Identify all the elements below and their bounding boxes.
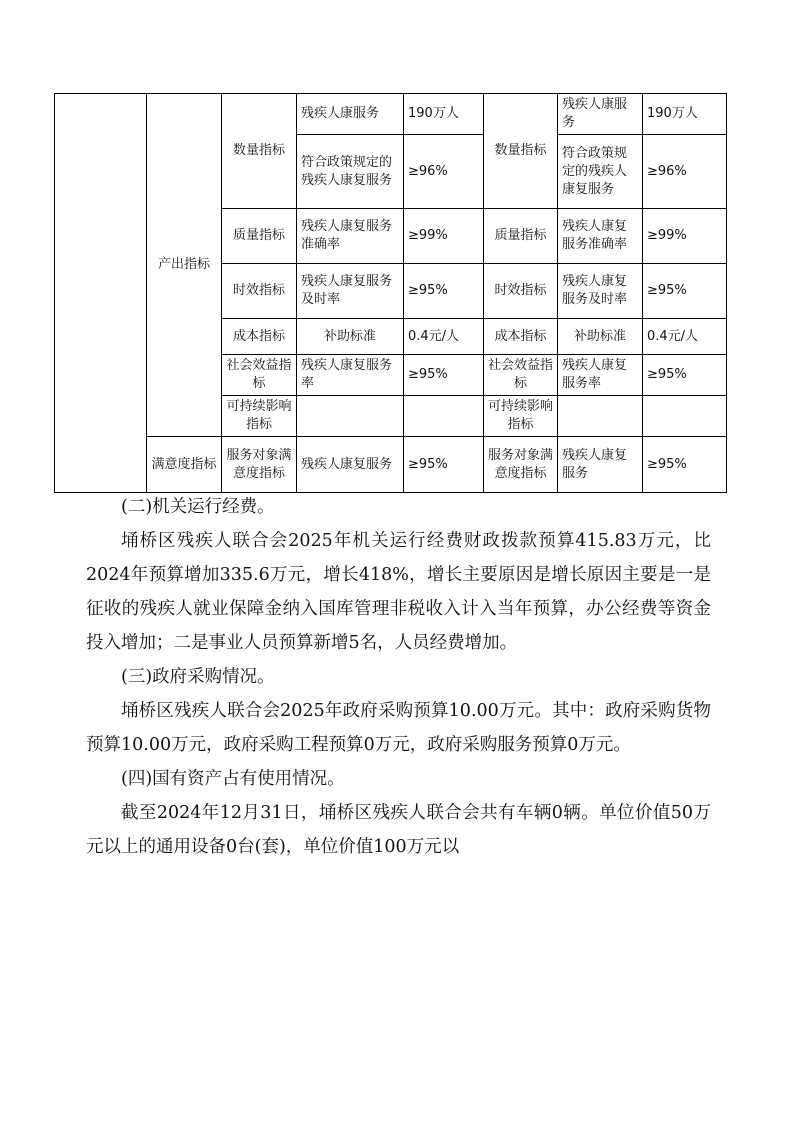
section-heading-2: (二)机关运行经费。 [121,497,275,517]
table-cell: 符合政策规定的残疾人康复服务 [297,135,404,209]
table-cell: 服务对象满意度指标 [222,437,297,493]
table-cell: 补助标准 [558,319,643,355]
table-cell: 残疾人康复服务准确率 [558,209,643,264]
table-cell [404,396,484,437]
table-cell: 残疾人康复服务及时率 [558,264,643,319]
table-cell: 成本指标 [222,319,297,355]
table-cell: ≥96% [404,135,484,209]
table-cell: 190万人 [404,94,484,135]
table-cell [558,396,643,437]
table-cell: 质量指标 [222,209,297,264]
table-row [55,437,727,493]
table-cell: 残疾人康服务 [558,94,643,135]
table-cell: ≥95% [404,264,484,319]
paragraph-operating-expenses: 埇桥区残疾人联合会2025年机关运行经费财政拨款预算415.83万元，比 2024年预算增加335.6万元，增长418%，增长主要原因是增长原因主要是一是征收的残疾人就业保障金纳入国库管理非税收入计入当年预算，办公经费等资金投入增加；二是事业人员预算新增5名，人员经费增加。 [86,531,711,653]
body-text [86,490,711,864]
table-cell: ≥95% [643,437,727,493]
table-cell: 残疾人康复服务 [297,437,404,493]
satisfaction-indicators-cell: 满意度指标 [147,437,222,493]
table-cell: 可持续影响指标 [222,396,297,437]
table-row [55,94,727,135]
paragraph-procurement: 埇桥区残疾人联合会2025年政府采购预算10.00万元。其中：政府采购货物预算10.00万元，政府采购工程预算0万元，政府采购服务预算0万元。 [86,701,711,755]
table-cell: 补助标准 [297,319,404,355]
table-cell: 时效指标 [484,264,558,319]
table-cell: 数量指标 [222,94,297,209]
table-cell: 成本指标 [484,319,558,355]
table-cell: 可持续影响指标 [484,396,558,437]
table-cell: 符合政策规定的残疾人康复服务 [558,135,643,209]
table-cell: 服务对象满意度指标 [484,437,558,493]
table-cell: 残疾人康复服务率 [558,355,643,396]
table-cell: 社会效益指标 [484,355,558,396]
table-cell: 残疾人康服务 [297,94,404,135]
table-cell: 残疾人康复服务率 [297,355,404,396]
paragraph-assets: 截至2024年12月31日，埇桥区残疾人联合会共有车辆0辆。单位价值50万元以上的通用设备0台(套)，单位价值100万元以 [86,803,711,857]
table-cell: 0.4元/人 [404,319,484,355]
section-heading-4: (四)国有资产占有使用情况。 [121,769,345,789]
table-cell: ≥95% [404,355,484,396]
table-cell: ≥96% [643,135,727,209]
table-cell: 数量指标 [484,94,558,209]
table-cell: 时效指标 [222,264,297,319]
table-cell-level1 [55,94,147,493]
table-cell: 质量指标 [484,209,558,264]
table-cell: 残疾人康复服务准确率 [297,209,404,264]
output-indicators-cell: 产出指标 [147,94,222,437]
table-cell: 190万人 [643,94,727,135]
section-heading-3: (三)政府采购情况。 [121,667,275,687]
table-cell: ≥99% [404,209,484,264]
table-cell: 残疾人康复服务 [558,437,643,493]
table-cell: ≥99% [643,209,727,264]
performance-indicator-table [54,93,727,493]
table-cell: ≥95% [643,264,727,319]
table-cell: ≥95% [643,355,727,396]
table-cell [297,396,404,437]
table-cell: 0.4元/人 [643,319,727,355]
table-cell: 社会效益指标 [222,355,297,396]
table-cell [643,396,727,437]
table-cell: 残疾人康复服务及时率 [297,264,404,319]
table-cell: ≥95% [404,437,484,493]
